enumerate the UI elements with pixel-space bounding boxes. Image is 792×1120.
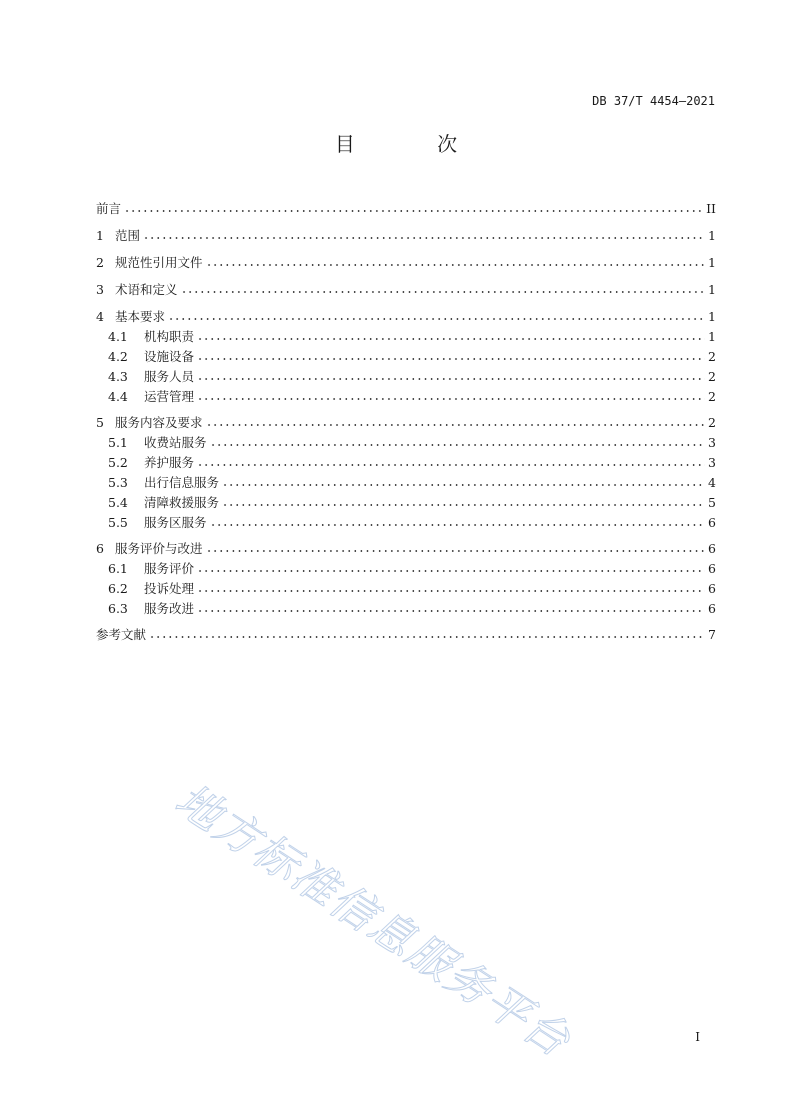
toc-entry-page: 3: [708, 435, 716, 450]
toc-entry[interactable]: [96, 328, 716, 346]
dot-leader: [124, 209, 703, 213]
toc-entry[interactable]: [96, 348, 716, 366]
toc-entry-page: 5: [708, 495, 716, 510]
toc-entry-number: 4: [96, 309, 104, 324]
toc-entry-label: 规范性引用文件: [115, 255, 203, 270]
dot-leader: [197, 397, 705, 401]
dot-leader: [206, 423, 705, 427]
toc-entry-number: 4.3: [108, 369, 128, 384]
toc-entry-label: 投诉处理: [144, 581, 195, 596]
toc-entry[interactable]: [96, 281, 716, 299]
toc-entry[interactable]: [96, 494, 716, 512]
toc-entry-page: 1: [708, 309, 716, 324]
toc-entry-number: 5.1: [108, 435, 128, 450]
dot-leader: [222, 503, 705, 507]
watermark: 地方标准信息服务平台: [166, 774, 580, 1068]
toc-entry-label: 服务评价与改进: [115, 541, 203, 556]
toc-entry-page: 2: [708, 369, 716, 384]
toc-entry[interactable]: [96, 254, 716, 272]
toc-entry[interactable]: [96, 434, 716, 452]
toc-entry-label: 服务内容及要求: [115, 415, 203, 430]
toc-entry-label: 服务改进: [144, 601, 195, 616]
dot-leader: [197, 589, 705, 593]
dot-leader: [197, 569, 705, 573]
dot-leader: [197, 609, 705, 613]
toc-entry-number: 1: [96, 228, 104, 243]
toc-entry[interactable]: [96, 414, 716, 432]
dot-leader: [210, 523, 705, 527]
toc-entry-page: 1: [708, 282, 716, 297]
toc-entry-label: 基本要求: [115, 309, 166, 324]
toc-entry-number: 5.3: [108, 475, 128, 490]
toc-entry-number: 3: [96, 282, 104, 297]
toc-entry[interactable]: [96, 540, 716, 558]
toc-entry-page: 1: [708, 329, 716, 344]
toc-entry-number: 6.1: [108, 561, 128, 576]
dot-leader: [222, 483, 705, 487]
toc-entry-label: 清障救援服务: [144, 495, 220, 510]
toc-entry-page: 6: [708, 515, 716, 530]
toc-entry[interactable]: [96, 454, 716, 472]
toc-entry-number: 4.1: [108, 329, 128, 344]
dot-leader: [206, 549, 705, 553]
toc-entry-label: 服务人员: [144, 369, 195, 384]
dot-leader: [197, 377, 705, 381]
dot-leader: [149, 635, 705, 639]
toc-entry-page: 4: [708, 475, 716, 490]
dot-leader: [143, 236, 705, 240]
toc-entry[interactable]: [96, 600, 716, 618]
dot-leader: [197, 463, 705, 467]
toc-entry-number: 5.5: [108, 515, 128, 530]
toc-entry-number: 6.2: [108, 581, 128, 596]
toc-entry-page: 2: [708, 389, 716, 404]
toc-entry[interactable]: [96, 580, 716, 598]
toc-entry-label: 运营管理: [144, 389, 195, 404]
toc-entry-number: 5: [96, 415, 104, 430]
toc-entry[interactable]: [96, 368, 716, 386]
dot-leader: [210, 443, 705, 447]
toc-entry-page: 6: [708, 581, 716, 596]
toc-entry-page: 1: [708, 255, 716, 270]
toc-entry-number: 2: [96, 255, 104, 270]
toc-entry[interactable]: [96, 514, 716, 532]
toc-entry-label: 服务区服务: [144, 515, 207, 530]
toc-entry-page: 7: [708, 627, 716, 642]
dot-leader: [168, 317, 705, 321]
toc-entry[interactable]: [96, 474, 716, 492]
toc-entry-page: 2: [708, 415, 716, 430]
toc-entry-page: 2: [708, 349, 716, 364]
toc-entry[interactable]: [96, 560, 716, 578]
toc-entry-number: 4.2: [108, 349, 128, 364]
dot-leader: [197, 357, 705, 361]
toc-entry-page: 6: [708, 561, 716, 576]
toc-entry-label: 术语和定义: [115, 282, 178, 297]
page-title: 目 次: [334, 132, 496, 156]
dot-leader: [206, 263, 705, 267]
toc-entry-number: 4.4: [108, 389, 128, 404]
toc-entry-label: 范围: [115, 228, 141, 243]
toc-entry-label: 参考文献: [96, 627, 147, 642]
toc-entry-label: 出行信息服务: [144, 475, 220, 490]
toc-entry-number: 6: [96, 541, 104, 556]
toc-entry[interactable]: [96, 626, 716, 644]
toc-entry-page: 6: [708, 601, 716, 616]
toc-entry-label: 设施设备: [144, 349, 195, 364]
toc-entry-label: 前言: [96, 201, 122, 216]
toc-entry-label: 机构职责: [144, 329, 195, 344]
toc-entry-number: 5.4: [108, 495, 128, 510]
toc-entry-page: II: [706, 201, 716, 216]
dot-leader: [181, 290, 705, 294]
toc-entry-number: 5.2: [108, 455, 128, 470]
document-code: DB 37/T 4454—2021: [592, 94, 715, 108]
toc-entry-page: 6: [708, 541, 716, 556]
toc-entry-page: 3: [708, 455, 716, 470]
toc-entry-number: 6.3: [108, 601, 128, 616]
page-number: I: [695, 1030, 700, 1044]
toc-entry[interactable]: [96, 227, 716, 245]
toc-entry-page: 1: [708, 228, 716, 243]
toc-entry[interactable]: [96, 308, 716, 326]
toc-entry-label: 服务评价: [144, 561, 195, 576]
toc-entry[interactable]: [96, 200, 716, 218]
toc-entry[interactable]: [96, 388, 716, 406]
toc-entry-label: 收费站服务: [144, 435, 207, 450]
dot-leader: [197, 337, 705, 341]
toc-entry-label: 养护服务: [144, 455, 195, 470]
